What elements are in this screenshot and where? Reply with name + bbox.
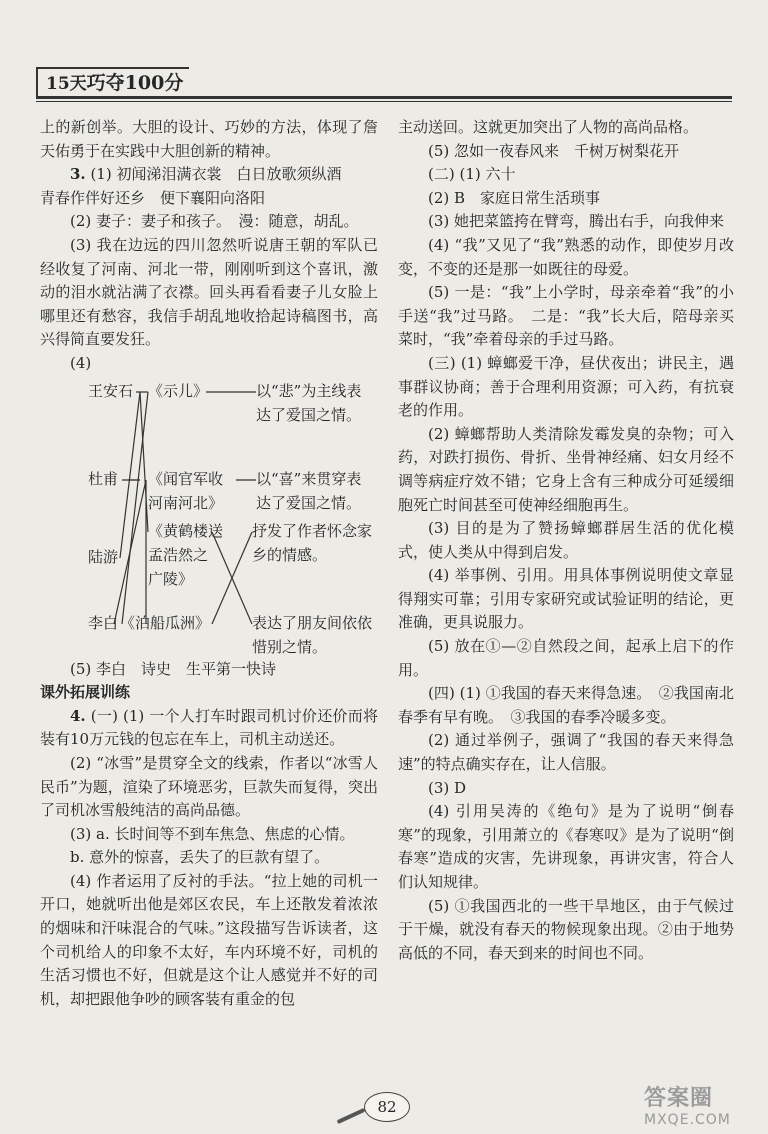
q3-part5: (5) 李白 诗史 生平第一快诗 bbox=[70, 659, 277, 678]
right-line-16: (4) 引用吴涛的《绝句》是为了说明“倒春寒”的现象，引用萧立的《春寒叹》是为了说明“倒春寒”造成的灾害，先讲现象，再讲灾害，符合人们认知规律。 bbox=[398, 802, 734, 891]
right-line-7: (5) 一是：“我”上小学时，母亲牵着“我”的小手送“我”过马路。 二是：“我”长大后，陪母亲买菜时，“我”牵着母亲的手过马路。 bbox=[398, 283, 734, 349]
section-title: 课外拓展训练 bbox=[40, 683, 131, 702]
right-line-6: (4) “我”又见了“我”熟悉的动作，即使岁月改变，不变的还是那一如既往的母爱。 bbox=[398, 235, 734, 278]
poet-libai: 李白 bbox=[88, 613, 119, 632]
q3-part1-line2: 青春作伴好还乡 便下襄阳向洛阳 bbox=[40, 188, 266, 207]
right-line-9: (2) 蟑螂帮助人类清除发霉发臭的杂物；可入药，对跌打损伤、骨折、坐骨神经痛、妇女月经不调等病症疗效不错；它身上含有三种成分可延缓细胞死亡时间甚至可使神经细胞再生。 bbox=[398, 424, 734, 514]
q4-part1 bbox=[40, 705, 378, 752]
theme-xi-2: 达了爱国之情。 bbox=[256, 493, 362, 512]
poem-wenguanjun-2: 河南河北》 bbox=[148, 493, 224, 512]
right-line-17: (5) ①我国西北的一些干旱地区，由于气候过于干燥，就没有春天的物候现象出现。②由于地势高低的不同，春天到来的时间也不同。 bbox=[398, 896, 734, 962]
theme-bei-2: 达了爱国之情。 bbox=[256, 405, 362, 424]
brand-title: 巧夺100分 bbox=[86, 72, 184, 94]
poet-wanganshi: 王安石 bbox=[88, 381, 134, 400]
watermark-top: 答案圈 bbox=[644, 1086, 714, 1111]
left-paragraph-1: 上的新创举。大胆的设计、巧妙的方法，体现了詹天佑勇于在实践中大胆创新的精神。 bbox=[40, 118, 378, 160]
right-line-5: (3) 她把菜篮挎在臂弯，腾出右手，向我伸来 bbox=[428, 212, 725, 231]
q4-part2: (2) “冰雪”是贯穿全文的线索，作者以“冰雪人民币”为题，渲染了环境恶劣，巨款失而复得，突出了司机冰雪般纯洁的高尚品德。 bbox=[40, 753, 378, 820]
right-line-12: (5) 放在①—②自然段之间，起承上启下的作用。 bbox=[398, 637, 734, 679]
header-brand bbox=[36, 60, 189, 96]
brand-prefix: 15天 bbox=[46, 74, 87, 94]
theme-xi-1: 以“喜”来贯穿表 bbox=[256, 469, 362, 488]
header-rule-thin bbox=[36, 101, 732, 102]
theme-xibie-1: 表达了朋友间依依 bbox=[252, 613, 373, 632]
q3-part3: (3) 我在边远的四川忽然听说唐王朝的军队已经收复了河南、河北一带，刚刚听到这个喜讯，激动的泪水就沾满了衣襟。回头再看看妻子儿女脸上哪里还有愁容，我信手胡乱地收拾起诗稿图书，高兴得简直要发狂。 bbox=[40, 235, 378, 349]
q3-part1 bbox=[40, 163, 378, 187]
q4-number: 4. bbox=[70, 706, 86, 725]
poet-luyou: 陆游 bbox=[88, 547, 119, 566]
page-number: 82 bbox=[364, 1092, 410, 1122]
right-column bbox=[398, 116, 734, 965]
poem-bochuan: 《泊船瓜洲》 bbox=[120, 613, 211, 632]
right-line-1: 主动送回。这就更加突出了人物的高尚品格。 bbox=[398, 118, 699, 136]
watermark-logo bbox=[644, 1086, 754, 1130]
matching-diagram bbox=[40, 380, 378, 656]
q4-part3b: b. 意外的惊喜，丢失了的巨款有望了。 bbox=[70, 848, 330, 867]
poem-huanghelou-3: 广陵》 bbox=[148, 569, 194, 588]
poem-wenguanjun-1: 《闻官军收 bbox=[148, 469, 224, 488]
q3-part4-label: (4) bbox=[70, 353, 92, 372]
magnifier-icon bbox=[337, 1108, 366, 1124]
q4-part3a: (3) a. 长时间等不到车焦急、焦虑的心情。 bbox=[70, 824, 355, 843]
left-column bbox=[40, 116, 378, 1011]
q4-part4: (4) 作者运用了反衬的手法。“拉上她的司机一开口，她就听出他是郊区农民，车上还散发着浓浓的烟味和汗味混合的气味。”这段描写告诉读者，这个司机给人的印象不太好，车内环境不好，司机的生活习惯也不好，但就是这个让人感觉并不好的司机，却把跟他争吵的顾客装有重金的包 bbox=[40, 871, 378, 1008]
right-line-3: (二) (1) 六十 bbox=[428, 165, 516, 184]
right-line-15: (3) D bbox=[428, 778, 467, 797]
right-line-11: (4) 举事例、引用。用具体事例说明使文章显得翔实可靠；引用专家研究或试验证明的结论，更准确，更具说服力。 bbox=[398, 566, 734, 632]
theme-huaijia-2: 乡的情感。 bbox=[252, 545, 328, 564]
right-line-13: (四) (1) ①我国的春天来得急速。 ②我国南北春季有早有晚。 ③我国的春季冷暖多变。 bbox=[398, 684, 734, 726]
q3-number: 3. bbox=[70, 165, 86, 184]
poet-dufu: 杜甫 bbox=[88, 469, 119, 488]
brand-logo bbox=[36, 67, 189, 96]
header-rule bbox=[36, 96, 732, 99]
poem-huanghelou-2: 孟浩然之 bbox=[148, 545, 209, 564]
poem-huanghelou-1: 《黄鹤楼送 bbox=[148, 521, 224, 540]
right-line-2: (5) 忽如一夜春风来 千树万树梨花开 bbox=[428, 141, 680, 160]
right-line-4: (2) B 家庭日常生活琐事 bbox=[428, 188, 601, 207]
poem-shier: 《示儿》 bbox=[148, 381, 209, 400]
q3-part2: (2) 妻子：妻子和孩子。 漫：随意，胡乱。 bbox=[70, 212, 359, 231]
footer bbox=[0, 1086, 768, 1126]
q4-part1-text: (一) (1) 一个人打车时跟司机讨价还价而将装有10万元钱的包忘在车上，司机主动送还。 bbox=[40, 706, 378, 749]
right-line-10: (3) 目的是为了赞扬蟑螂群居生活的优化模式，使人类从中得到启发。 bbox=[398, 519, 734, 561]
watermark-bottom: MXQE.COM bbox=[644, 1112, 731, 1128]
right-line-14: (2) 通过举例子，强调了“我国的春天来得急速”的特点确实存在，让人信服。 bbox=[398, 731, 734, 774]
right-line-8: (三) (1) 蟑螂爱干净，昼伏夜出；讲民主，遇事群议协商；善于合理利用资源；可入药，有抗衰老的作用。 bbox=[398, 353, 734, 420]
theme-bei-1: 以“悲”为主线表 bbox=[256, 381, 362, 400]
q3-part1-text: (1) 初闻涕泪满衣裳 白日放歌须纵酒 bbox=[90, 165, 342, 184]
theme-huaijia-1: 抒发了作者怀念家 bbox=[252, 521, 373, 540]
theme-xibie-2: 惜别之情。 bbox=[252, 637, 328, 656]
